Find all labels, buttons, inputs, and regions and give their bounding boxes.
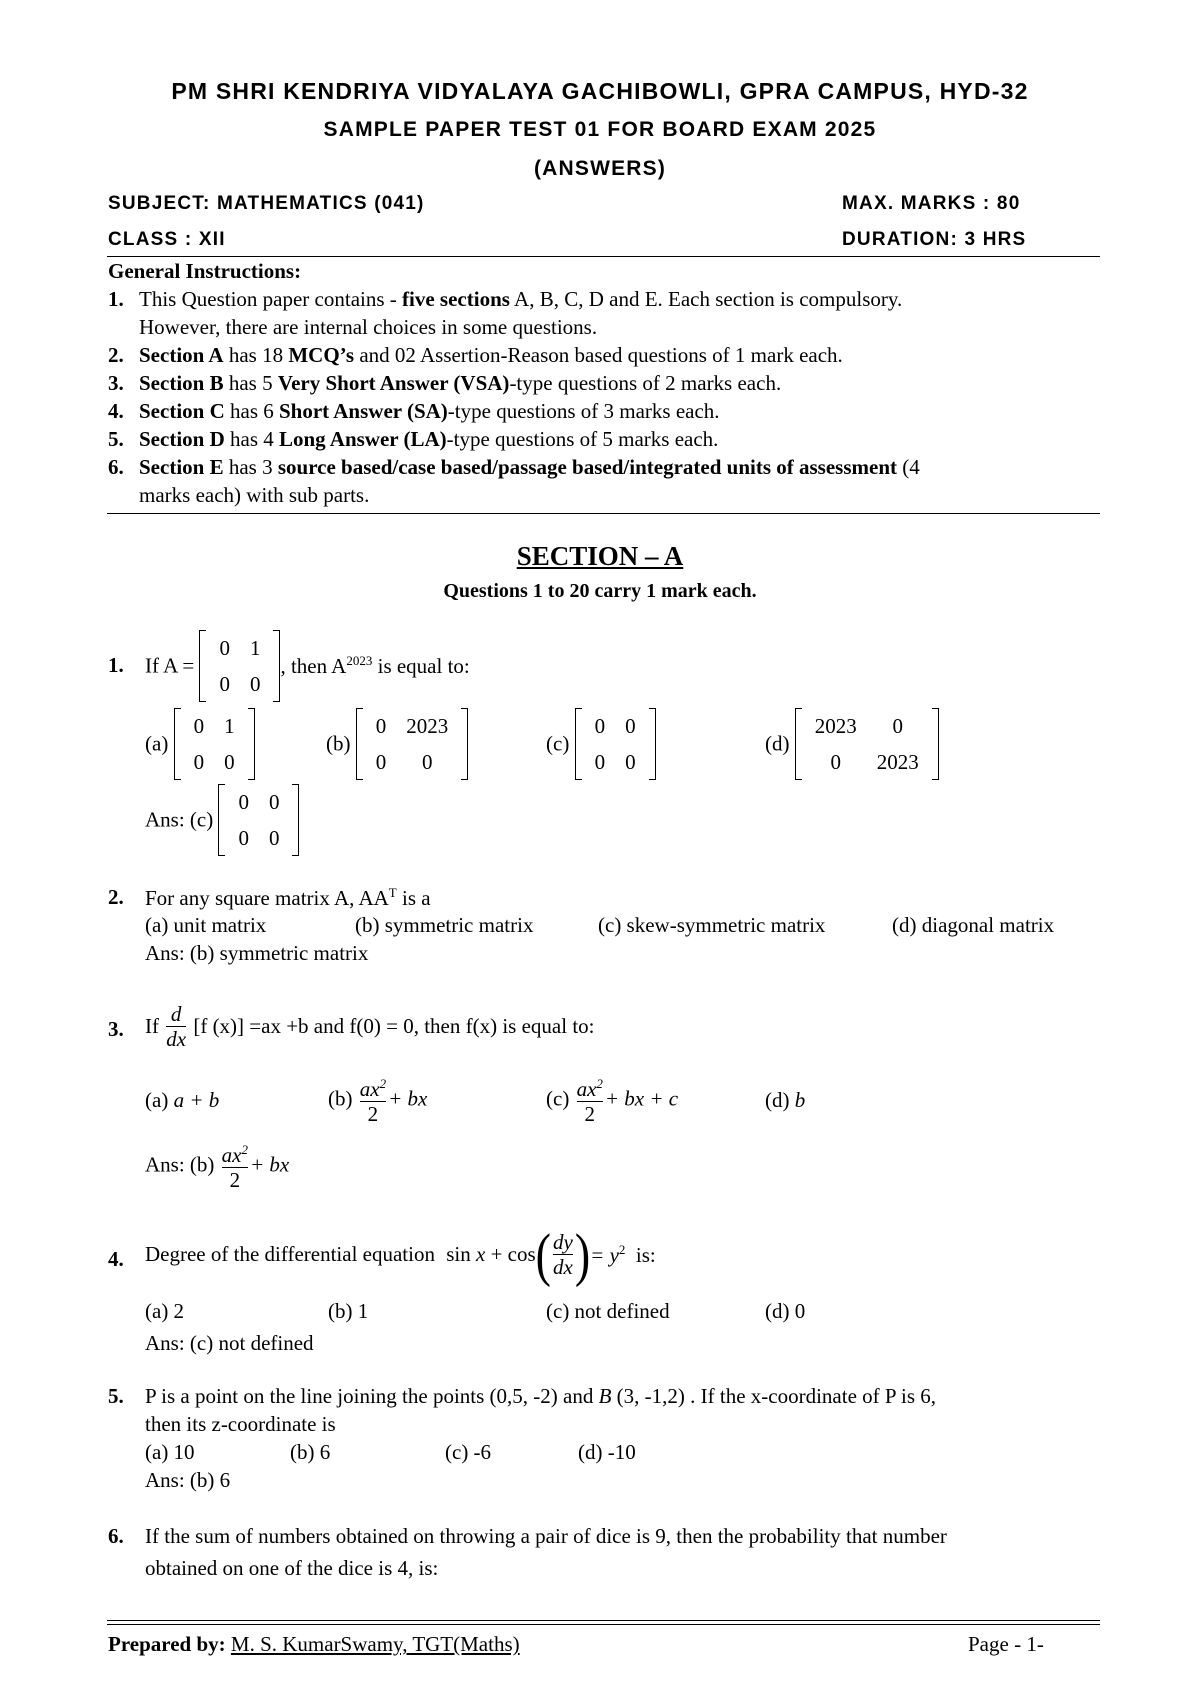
footer-rule	[107, 1620, 1100, 1625]
q1-option-b: (b) 0 2023 0 0	[326, 708, 468, 780]
instruction-2: 2. Section A has 18 MCQ’s and 02 Assertion-Reason based questions of 1 mark each.	[108, 343, 843, 367]
q3-option-a: (a) a + b	[145, 1088, 220, 1112]
duration: DURATION: 3 HRS	[842, 229, 1027, 250]
footer-page: Page - 1-	[968, 1632, 1044, 1656]
q1-option-c: (c) 0 0 0 0	[546, 708, 656, 780]
test-title: SAMPLE PAPER TEST 01 FOR BOARD EXAM 2025	[323, 118, 877, 141]
q1-answer: Ans: (c) 0 0 0 0	[145, 784, 299, 856]
q3-option-d: (d) b	[765, 1088, 806, 1112]
section-title: SECTION – A	[516, 541, 684, 571]
q5-option-c: (c) -6	[445, 1440, 492, 1464]
q2-option-b: (b) symmetric matrix	[355, 913, 534, 937]
q5-line-2: then its z-coordinate is	[145, 1412, 336, 1436]
q1-option-a: (a) 0 1 0 0	[145, 708, 255, 780]
q2-option-c: (c) skew-symmetric matrix	[598, 913, 826, 937]
q4-option-b: (b) 1	[328, 1299, 369, 1323]
instruction-4: 4. Section C has 6 Short Answer (SA)-type questions of 3 marks each.	[108, 399, 720, 423]
instruction-3: 3. Section B has 5 Very Short Answer (VSA)-type questions of 2 marks each.	[108, 371, 782, 395]
answers-label: (ANSWERS)	[533, 157, 667, 180]
q4-option-c: (c) not defined	[546, 1299, 670, 1323]
instruction-5: 5. Section D has 4 Long Answer (LA)-type questions of 5 marks each.	[108, 427, 719, 451]
school-name: PM SHRI KENDRIYA VIDYALAYA GACHIBOWLI, GPRA CAMPUS, HYD-32	[171, 78, 1029, 104]
q2-answer: Ans: (b) symmetric matrix	[145, 941, 369, 965]
q6-line-2: obtained on one of the dice is 4, is:	[145, 1556, 439, 1580]
q3-option-c: (c) $\frac{ax^2}{2}$ + bx + c	[546, 1076, 679, 1126]
footer-prepared: Prepared by: M. S. KumarSwamy, TGT(Maths)	[108, 1632, 520, 1656]
q5-option-d: (d) -10	[578, 1440, 636, 1464]
header-rule	[107, 256, 1100, 257]
q2-option-d: (d) diagonal matrix	[892, 913, 1055, 937]
instructions-title: General Instructions:	[108, 259, 302, 283]
q5-option-b: (b) 6	[290, 1440, 331, 1464]
max-marks: MAX. MARKS : 80	[842, 193, 1021, 214]
instruction-1-cont: However, there are internal choices in some questions.	[139, 315, 598, 339]
instruction-6-cont: marks each) with sub parts.	[139, 483, 370, 507]
subject: SUBJECT: MATHEMATICS (041)	[108, 193, 425, 214]
q2-option-a: (a) unit matrix	[145, 913, 267, 937]
q1-option-d: (d) 2023 0 0 2023	[765, 708, 939, 780]
q4-option-d: (d) 0	[765, 1299, 806, 1323]
q3-answer: Ans: (b) $\frac{ax^2}{2}$ + bx	[145, 1142, 290, 1192]
q4-option-a: (a) 2	[145, 1299, 185, 1323]
q5-answer: Ans: (b) 6	[145, 1468, 231, 1492]
instruction-1: 1. This Question paper contains - five sections A, B, C, D and E. Each section is compulsory.	[108, 287, 903, 311]
instructions-rule	[107, 513, 1100, 514]
section-subtitle: Questions 1 to 20 carry 1 mark each.	[443, 580, 757, 602]
q4-answer: Ans: (c) not defined	[145, 1331, 314, 1355]
class: CLASS : XII	[108, 229, 226, 250]
matrix-A: 0 1 0 0	[199, 630, 280, 702]
instruction-6: 6. Section E has 3 source based/case based/passage based/integrated units of assessment (4	[108, 455, 920, 479]
q3-option-b: (b) $\frac{ax^2}{2}$ + bx	[328, 1076, 428, 1126]
q5-option-a: (a) 10	[145, 1440, 195, 1464]
